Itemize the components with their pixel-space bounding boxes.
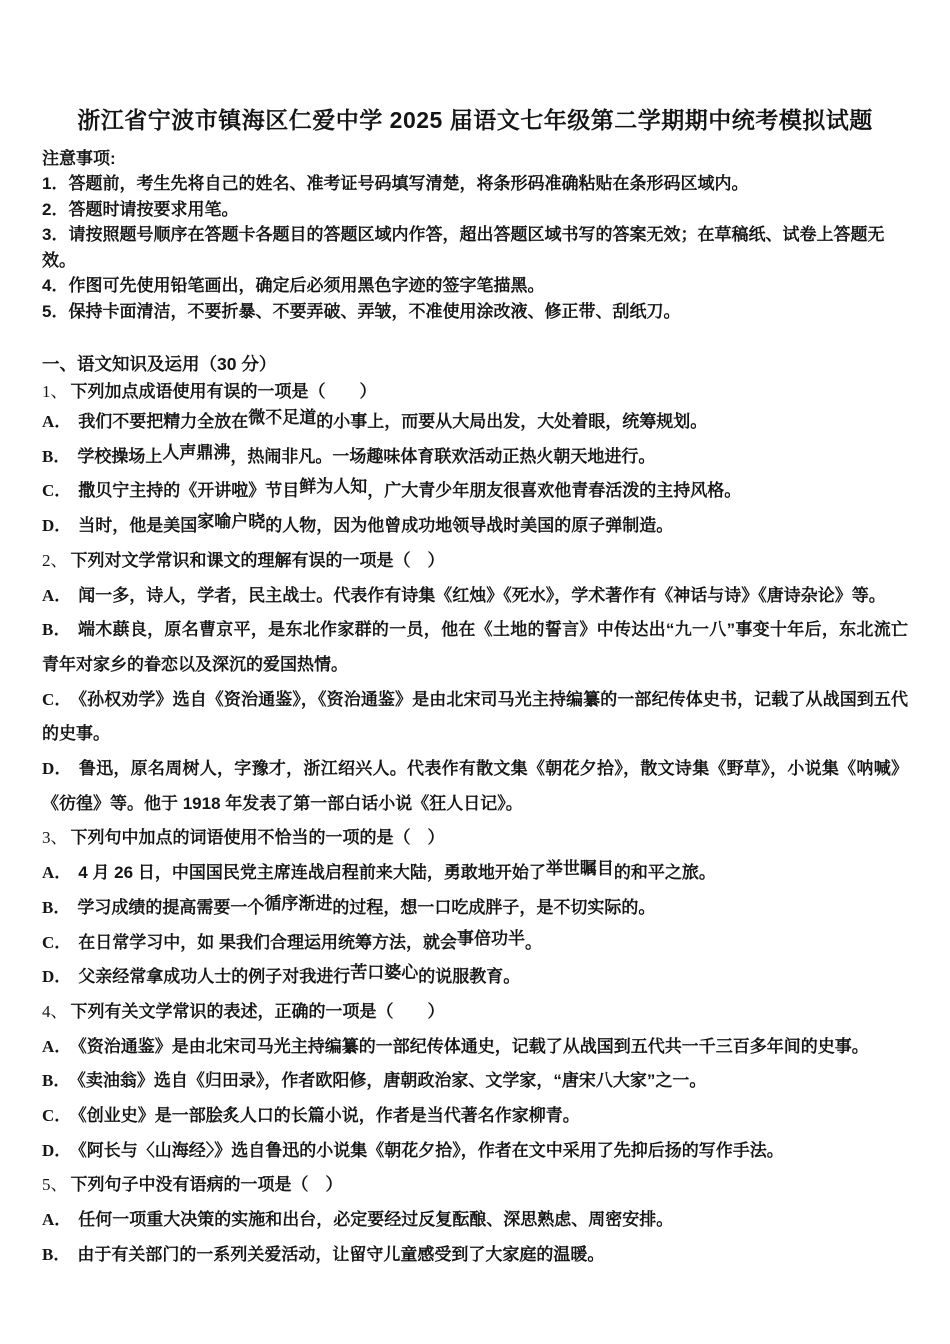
question-3-option-b	[42, 891, 908, 926]
question-5-text: 下列句子中没有语病的一项是（ ）	[70, 1175, 343, 1195]
option-text: 学习成绩的提高需要一个	[77, 897, 265, 917]
question-5-stem	[42, 1168, 908, 1203]
notice-item-2: 2．答题时请按要求用笔。	[42, 199, 239, 219]
question-5-option-a	[42, 1203, 908, 1238]
option-letter: A．	[42, 412, 72, 431]
option-text: 由于有关部门的一系列关爱活动，让留守儿童感受到了大家庭的温暖。	[77, 1244, 605, 1264]
option-letter: A．	[42, 1036, 72, 1056]
emphasized-idiom: 循序渐进	[264, 893, 333, 913]
page-title: 浙江省宁波市镇海区仁爱中学 2025 届语文七年级第二学期期中统考模拟试题	[77, 107, 873, 133]
option-letter: B．	[42, 1244, 71, 1264]
question-2-option-a	[42, 579, 908, 614]
emphasized-idiom: 微不足道	[248, 408, 317, 427]
question-3-text: 下列句中加点的词语使用不恰当的一项的是（ ）	[70, 828, 445, 848]
question-4-number: 4、	[42, 1001, 68, 1021]
option-text: 我们不要把精力全放在	[78, 412, 249, 431]
option-letter: B．	[42, 897, 71, 917]
question-1-option-c	[42, 474, 908, 509]
notice-item-5: 5．保持卡面清洁，不要折暴、不要弄破、弄皱，不准使用涂改液、修正带、刮纸刀。	[42, 301, 681, 321]
option-text: 父亲经常拿成功人士的例子对我进行	[78, 967, 351, 987]
option-text: 《创业史》是一部脍炙人口的长篇小说，作者是当代著名作家柳青。	[78, 1106, 580, 1126]
question-2-stem	[42, 544, 908, 579]
option-text: 的小事上，而要从大局出发，大处着眼，统筹规划。	[316, 412, 708, 431]
question-4-option-d	[42, 1134, 908, 1169]
option-letter: D．	[42, 1140, 72, 1160]
question-5-option-b	[42, 1238, 908, 1273]
question-2-option-c	[42, 683, 908, 752]
option-text: 闻一多，诗人，学者，民主战士。代表作有诗集《红烛》《死水》，学术著作有《神话与诗》《唐诗杂论》等。	[78, 585, 886, 605]
emphasized-idiom: 事倍功半	[457, 928, 526, 948]
emphasized-idiom: 苦口婆心	[350, 963, 419, 983]
option-letter: C．	[42, 481, 72, 501]
question-1-stem	[42, 378, 908, 405]
emphasized-idiom: 举世瞩目	[545, 859, 614, 879]
emphasized-idiom: 鲜为人知	[299, 477, 368, 497]
question-1-number: 1、	[42, 382, 68, 401]
option-text: 的过程，想一口吃成胖子，是不切实际的。	[332, 897, 656, 917]
notices-section	[42, 146, 908, 324]
question-3-option-d	[42, 960, 908, 995]
option-text: 在日常学习中，如 果我们合理运用统筹方法，就会	[78, 932, 458, 952]
option-letter: C．	[42, 1106, 72, 1126]
question-2-option-b	[42, 613, 908, 682]
option-text: 的说服教育。	[418, 967, 521, 987]
question-1-option-a	[42, 405, 908, 440]
option-text: 《阿长与〈山海经〉》选自鲁迅的小说集《朝花夕拾》，作者在文中采用了先抑后扬的写作手法。	[78, 1140, 784, 1160]
option-text: 鲁迅，原名周树人，字豫才，浙江绍兴人。代表作有散文集《朝花夕拾》，散文诗集《野草》，小说集《呐喊》《彷徨》等。他于 1918 年发表了第一部白话小说《狂人日记》。	[42, 759, 908, 813]
option-letter: A．	[42, 585, 72, 605]
option-text: 当时，他是美国	[78, 516, 198, 536]
question-3-number: 3、	[42, 828, 68, 848]
option-text: ，广大青少年朋友很喜欢他青春活泼的主持风格。	[367, 481, 742, 501]
question-2-option-d	[42, 752, 908, 821]
question-4-text: 下列有关文学常识的表述，正确的一项是（ ）	[70, 1001, 445, 1021]
notice-item-3: 3．请按照题号顺序在答题卡各题目的答题区域内作答，超出答题区域书写的答案无效；在草稿纸、试卷上答题无效。	[42, 225, 885, 270]
option-text: 《资治通鉴》是由北宋司马光主持编纂的一部纪传体通史，记载了从战国到五代共一千三百多年间的史事。	[78, 1036, 869, 1056]
question-1-option-b	[42, 440, 908, 475]
option-text: 。	[525, 932, 543, 952]
option-letter: A．	[42, 1210, 72, 1230]
exam-body	[42, 351, 908, 1273]
option-letter: B．	[42, 446, 71, 466]
option-letter: B．	[42, 620, 71, 640]
option-text: 4 月 26 日，中国国民党主席连战启程前来大陆，勇敢地开始了	[78, 863, 546, 883]
notice-item-4: 4．作图可先使用铅笔画出，确定后必须用黑色字迹的签字笔描黑。	[42, 276, 545, 295]
question-3-stem	[42, 821, 908, 856]
emphasized-idiom: 人声鼎沸	[162, 442, 231, 462]
option-text: 任何一项重大决策的实施和出台，必定要经过反复酝酿、深思熟虑、周密安排。	[78, 1210, 674, 1230]
option-letter: D．	[42, 967, 72, 987]
question-5-number: 5、	[42, 1175, 68, 1195]
question-1-option-d	[42, 509, 908, 544]
question-2-number: 2、	[42, 550, 68, 570]
option-letter: D．	[42, 516, 72, 536]
option-text: ，热闹非凡。一场趣味体育联欢活动正热火朝天地进行。	[230, 446, 656, 466]
question-2-text: 下列对文学常识和课文的理解有误的一项是（ ）	[70, 550, 445, 570]
option-text: 的和平之旅。	[613, 863, 716, 883]
question-3-option-a	[42, 856, 908, 891]
option-text: 端木蕻良，原名曹京平，是东北作家群的一员，他在《土地的誓言》中传达出“九一八”事变十年后，东北流亡青年对家乡的眷恋以及深沉的爱国热情。	[42, 620, 909, 674]
option-letter: A．	[42, 863, 72, 883]
section-heading: 一、语文知识及运用（30 分）	[42, 354, 277, 374]
notices-heading: 注意事项:	[42, 149, 116, 168]
question-4-stem	[42, 995, 908, 1030]
option-letter: C．	[42, 932, 72, 952]
option-letter: C．	[42, 689, 72, 709]
option-letter: B．	[42, 1071, 71, 1091]
option-text: 《孙权劝学》选自《资治通鉴》，《资治通鉴》是由北宋司马光主持编纂的一部纪传体史书，记载了从战国到五代的史事。	[42, 689, 908, 744]
question-1-text: 下列加点成语使用有误的一项是（ ）	[70, 382, 377, 401]
question-4-option-c	[42, 1099, 908, 1134]
option-text: 撒贝宁主持的《开讲啦》节目	[78, 481, 300, 501]
option-text: 的人物，因为他曾成功地领导战时美国的原子弹制造。	[265, 516, 674, 536]
question-4-option-a	[42, 1030, 908, 1065]
option-letter: D．	[42, 759, 72, 779]
emphasized-idiom: 家喻户晓	[197, 512, 266, 532]
option-text: 学校操场上	[77, 446, 163, 466]
notice-item-1: 1．答题前，考生先将自己的姓名、准考证号码填写清楚，将条形码准确粘贴在条形码区域内。	[42, 174, 749, 193]
question-3-option-c	[42, 926, 908, 961]
option-text: 《卖油翁》选自《归田录》，作者欧阳修，唐朝政治家、文学家，“唐宋八大家”之一。	[77, 1071, 707, 1091]
question-4-option-b	[42, 1064, 908, 1099]
